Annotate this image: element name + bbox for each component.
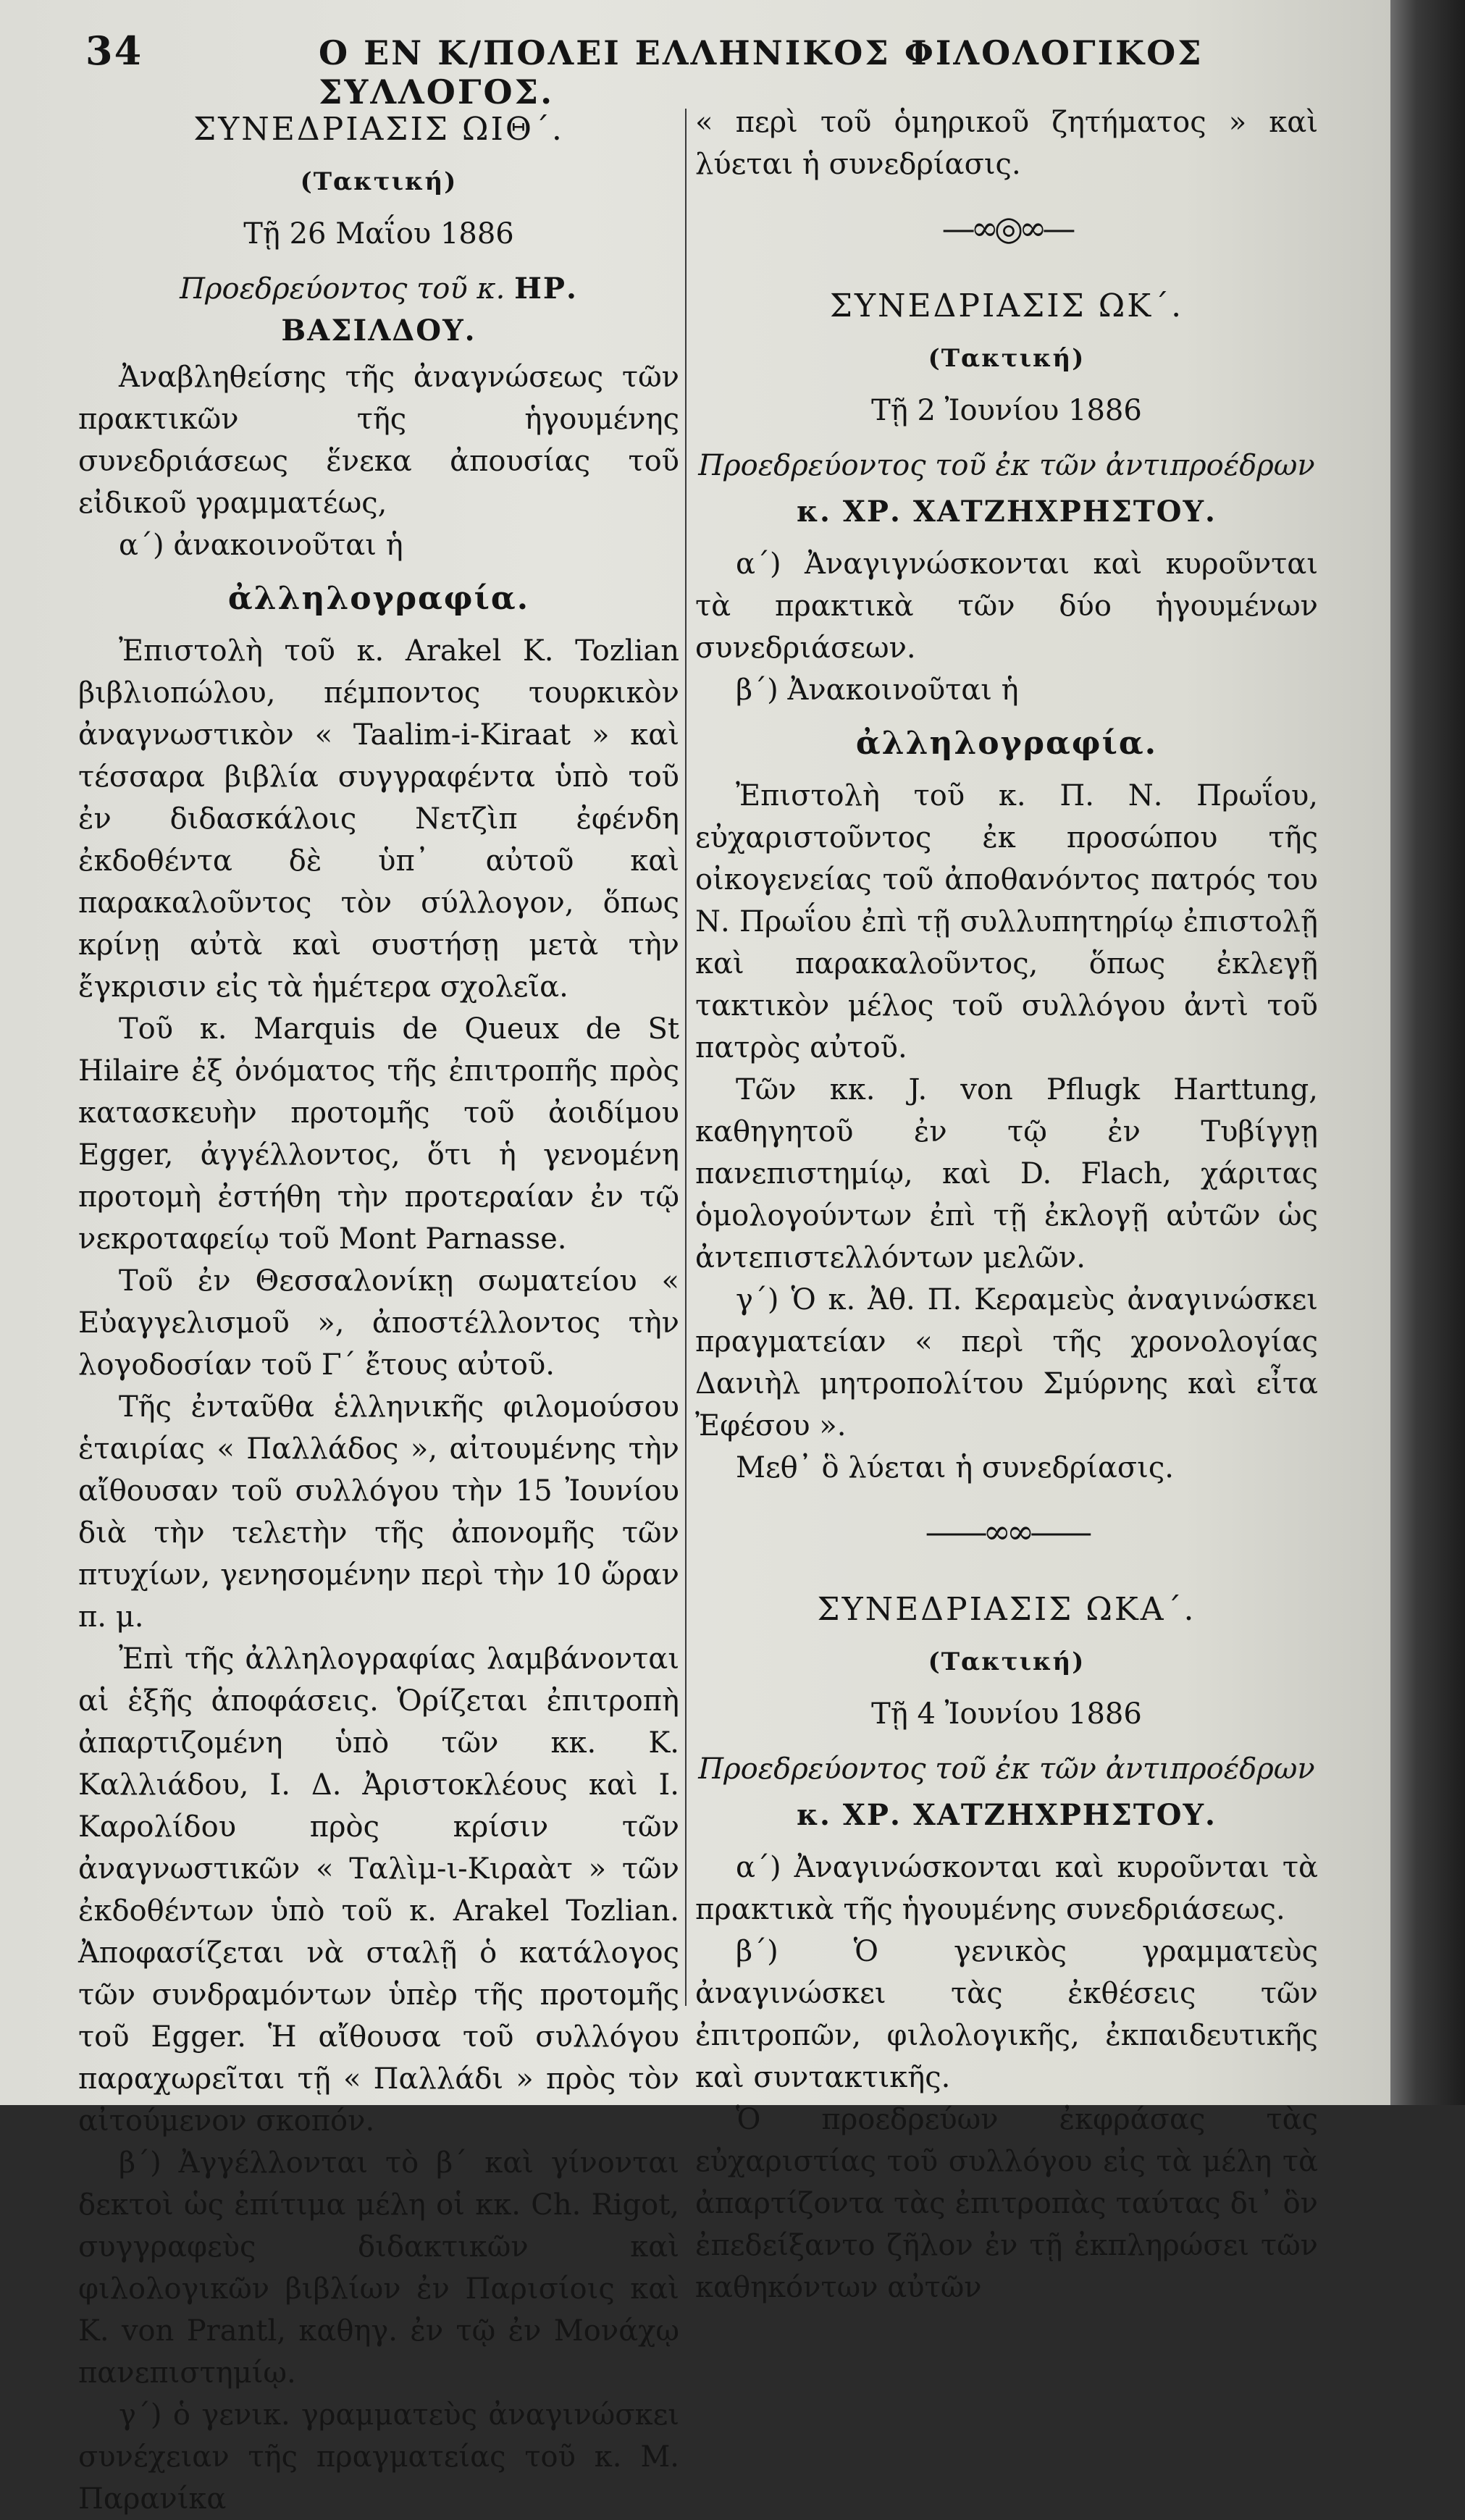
session-kind: (Τακτική) — [928, 344, 1086, 373]
session-date: Τῇ 4 Ἰουνίου 1886 — [871, 1697, 1142, 1731]
presiding-name: ΗΡ. ΒΑΣΙΛΔΟΥ. — [281, 272, 578, 348]
paragraph: α΄) Ἀναγιγνώσκονται καὶ κυροῦνται τὰ πρακτικὰ τῶν δύο ἡγουμένων συνεδριάσεων. — [695, 547, 1318, 665]
session-heading: ΣΥΝΕΔΡΙΑΣΙΣ ΩΚΑ΄. — [817, 1591, 1196, 1628]
section-ornament: —∞◎∞— — [941, 209, 1072, 248]
page-header — [0, 28, 1390, 112]
presiding-name: κ. ΧΡ. ΧΑΤΖΗΧΡΗΣΤΟΥ. — [797, 495, 1217, 529]
paragraph: Τῶν κκ. J. von Pflugk Harttung, καθηγητοῦ ἐν τῷ ἐν Τυβίγγῃ πανεπιστημίῳ, καὶ D. Flach, χάριτας ὁμολογούντων ἐπὶ τῇ ἐκλογῇ αὐτῶν ὡς ἀντεπιστελλόντων μελῶν. — [695, 1073, 1318, 1274]
paragraph: Ἀναβληθείσης τῆς ἀναγνώσεως τῶν πρακτικῶν τῆς ἡγουμένης συνεδριάσεως ἕνεκα ἀπουσίας τοῦ εἰδικοῦ γραμματέως, — [78, 361, 679, 520]
session-kind: (Τακτική) — [928, 1647, 1086, 1676]
paragraph: γ΄) ὁ γενικ. γραμματεὺς ἀναγινώσκει συνέχειαν τῆς πραγματείας τοῦ κ. Μ. Παρανίκα — [78, 2398, 679, 2516]
paragraph: Μεθ᾿ ὃ λύεται ἡ συνεδρίασις. — [736, 1451, 1174, 1484]
paragraph: Τοῦ κ. Marquis de Queux de St Hilaire ἐξ ὀνόματος τῆς ἐπιτροπῆς πρὸς κατασκευὴν προτομῆς τοῦ ἀοιδίμου Egger, ἀγγέλλοντος, ὅτι ἡ γενομένη προτομὴ ἐστήθη τὴν προτεραίαν ἐν τῷ νεκροταφείῳ τοῦ Mont Parnasse. — [78, 1012, 679, 1256]
paragraph: Τῆς ἐνταῦθα ἑλληνικῆς φιλομούσου ἑταιρίας « Παλλάδος », αἰτουμένης τὴν αἴθουσαν τοῦ συλλόγου τὴν 15 Ἰουνίου διὰ τὴν τελετὴν τῆς ἀπονομῆς τῶν πτυχίων, γενησομένην περὶ τὴν 10 ὥραν π. μ. — [78, 1390, 679, 1634]
presiding-prefix: Προεδρεύοντος τοῦ κ. — [180, 272, 505, 306]
paragraph: γ΄) Ὁ κ. Ἀθ. Π. Κεραμεὺς ἀναγινώσκει πραγματείαν « περὶ τῆς χρονολογίας Δανιὴλ μητροπολίτου Σμύρνης καὶ εἶτα Ἐφέσου ». — [695, 1283, 1318, 1442]
session-date: Τῇ 26 Μαΐου 1886 — [243, 217, 514, 251]
presiding-line — [78, 268, 679, 352]
session-heading: ΣΥΝΕΔΡΙΑΣΙΣ ΩΚ΄. — [829, 287, 1184, 324]
left-column — [78, 101, 679, 2520]
paragraph: β΄) Ἀνακοινοῦται ἡ — [736, 673, 1019, 707]
subheading: ἀλληλογραφία. — [227, 580, 530, 617]
session-heading: ΣΥΝΕΔΡΙΑΣΙΣ ΩΙΘ΄. — [193, 111, 564, 148]
paragraph: Τοῦ ἐν Θεσσαλονίκῃ σωματείου « Εὐαγγελισμοῦ », ἀποστέλλοντος τὴν λογοδοσίαν τοῦ Γ΄ ἔτους αὐτοῦ. — [78, 1264, 679, 1382]
paragraph: β΄) Ἀγγέλλονται τὸ β΄ καὶ γίνονται δεκτοὶ ὡς ἐπίτιμα μέλη οἱ κκ. Ch. Rigot, συγγραφεὺς διδακτικῶν καὶ φιλολογικῶν βιβλίων ἐν Παρισίοις καὶ K. von Prantl, καθηγ. ἐν τῷ ἐν Μονάχῳ πανεπιστημίῳ. — [78, 2146, 679, 2390]
paragraph: Ὁ προεδρεύων ἐκφράσας τὰς εὐχαριστίας τοῦ συλλόγου εἰς τὰ μέλη τὰ ἀπαρτίζοντα τὰς ἐπιτροπὰς ταύτας δι᾿ ὃν ἐπεδείξαντο ζῆλον ἐν τῇ ἐκπληρώσει τῶν καθηκόντων αὐτῶν — [695, 2103, 1318, 2304]
presiding-name: κ. ΧΡ. ΧΑΤΖΗΧΡΗΣΤΟΥ. — [797, 1798, 1217, 1832]
subheading: ἀλληλογραφία. — [855, 725, 1158, 762]
presiding-line: Προεδρεύοντος τοῦ ἐκ τῶν ἀντιπροέδρων — [698, 449, 1315, 482]
paragraph: Ἐπιστολὴ τοῦ κ. Π. Ν. Πρωΐου, εὐχαριστοῦντος ἐκ προσώπου τῆς οἰκογενείας τοῦ ἀποθανόντος πατρός του Ν. Πρωΐου ἐπὶ τῇ συλλυπητηρίῳ ἐπιστολῇ καὶ παρακαλοῦντος, ὅπως ἐκλεγῇ τακτικὸν μέλος τοῦ συλλόγου ἀντὶ τοῦ πατρὸς αὐτοῦ. — [695, 779, 1318, 1064]
page-number: 34 — [85, 28, 143, 74]
right-column — [695, 101, 1318, 2309]
session-kind: (Τακτική) — [300, 167, 458, 196]
running-title: Ο ΕΝ Κ/ΠΟΛΕΙ ΕΛΛΗΝΙΚΟΣ ΦΙΛΟΛΟΓΙΚΟΣ ΣΥΛΛΟΓΟΣ. — [319, 33, 1204, 112]
paragraph: « περὶ τοῦ ὁμηρικοῦ ζητήματος » καὶ λύεται ἡ συνεδρίασις. — [695, 106, 1318, 181]
paragraph: Ἐπιστολὴ τοῦ κ. Arakel K. Tozlian βιβλιοπώλου, πέμποντος τουρκικὸν ἀναγνωστικὸν « Taalim-i-Kiraat » καὶ τέσσαρα βιβλία συγγραφέντα ὑπὸ τοῦ ἐν διδασκάλοις Νετζὶπ ἐφένδη ἐκδοθέντα δὲ ὑπ᾿ αὐτοῦ καὶ παρακαλοῦντος τὸν σύλλογον, ὅπως κρίνῃ αὐτὰ καὶ συστήσῃ μετὰ τὴν ἔγκρισιν εἰς τὰ ἡμέτερα σχολεῖα. — [78, 634, 679, 1004]
paragraph: β΄) Ὁ γενικὸς γραμματεὺς ἀναγινώσκει τὰς ἐκθέσεις τῶν ἐπιτροπῶν, φιλολογικῆς, ἐκπαιδευτικῆς καὶ συντακτικῆς. — [695, 1935, 1318, 2094]
session-date: Τῇ 2 Ἰουνίου 1886 — [871, 394, 1142, 427]
paragraph: α΄) ἀνακοινοῦται ἡ — [119, 529, 403, 562]
column-divider — [685, 109, 687, 2006]
paragraph: Ἐπὶ τῆς ἀλληλογραφίας λαμβάνονται αἱ ἑξῆς ἀποφάσεις. Ὁρίζεται ἐπιτροπὴ ἀπαρτιζομένη ὑπὸ τῶν κκ. Κ. Καλλιάδου, Ι. Δ. Ἀριστοκλέους καὶ Ι. Καρολίδου πρὸς κρίσιν τῶν ἀναγνωστικῶν « Ταλὶμ-ι-Κιραὰτ » τῶν ἐκδοθέντων ὑπὸ τοῦ κ. Arakel Tozlian. Ἀποφασίζεται νὰ σταλῇ ὁ κατάλογος τῶν συνδραμόντων ὑπὲρ τῆς προτομῆς τοῦ Egger. Ἡ αἴθουσα τοῦ συλλόγου παραχωρεῖται τῇ « Παλλάδι » πρὸς τὸν αἰτούμενον σκοπόν. — [78, 1642, 679, 2138]
presiding-line: Προεδρεύοντος τοῦ ἐκ τῶν ἀντιπροέδρων — [698, 1752, 1315, 1786]
paragraph: α΄) Ἀναγινώσκονται καὶ κυροῦνται τὰ πρακτικὰ τῆς ἡγουμένης συνεδριάσεως. — [695, 1851, 1318, 1926]
section-ornament: ——∞∞—— — [925, 1512, 1088, 1551]
book-spine — [1390, 0, 1465, 2105]
